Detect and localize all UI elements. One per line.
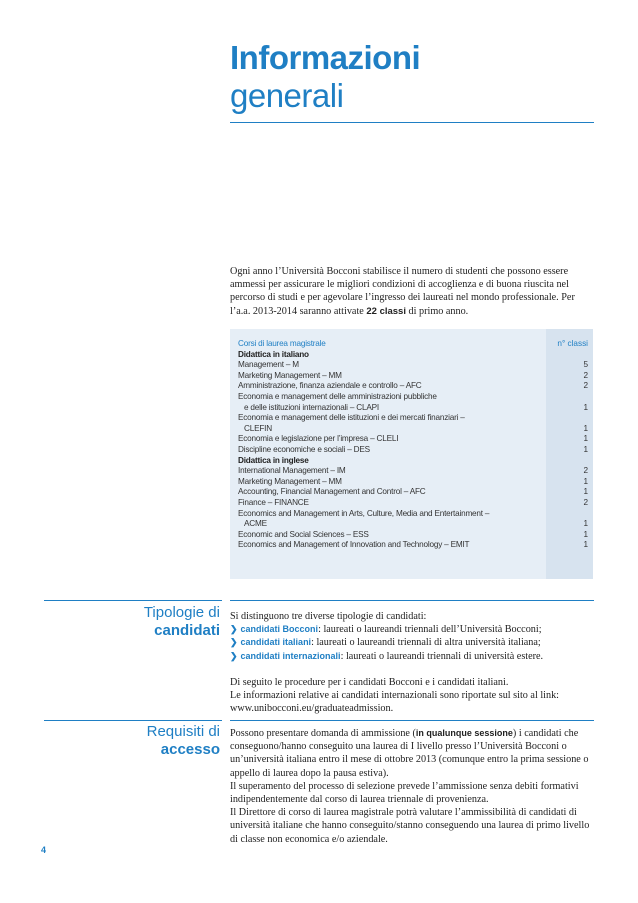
course-name: Marketing Management – MM	[238, 476, 342, 486]
course-name: CLEFIN	[244, 423, 272, 433]
tipologie-divider-right	[230, 600, 594, 601]
tipologie-follow-1: Di seguito le procedure per i candidati Bocconi e i candidati italiani.	[230, 676, 509, 688]
courses-table-header	[238, 339, 588, 350]
page-title: Informazioni	[230, 39, 421, 76]
tipologie-divider	[44, 600, 222, 601]
courses-table	[238, 339, 588, 551]
class-count: 1	[583, 529, 588, 539]
table-row	[238, 434, 588, 445]
tipologie-follow-2: Le informazioni relative ai candidati internazionali sono riportate sul sito al link:	[230, 690, 560, 702]
courses-header-count: n° classi	[557, 339, 588, 348]
class-count: 2	[583, 370, 588, 380]
class-count: 1	[583, 476, 588, 486]
course-name: International Management – IM	[238, 466, 346, 476]
course-name: Economics and Management in Arts, Culture, Media and Entertainment –	[238, 508, 490, 518]
class-count: 1	[583, 434, 588, 444]
requisiti-highlight: in qualunque sessione	[415, 728, 513, 738]
table-row	[238, 413, 588, 424]
requisiti-paragraph-2: Il superamento del processo di selezione prevede l’ammissione senza debiti formativi indipendentemente dal corso di laurea triennale di provenienza.	[230, 780, 579, 806]
table-row	[238, 424, 588, 435]
course-name: Accounting, Financial Management and Control – AFC	[238, 487, 426, 497]
table-section-heading	[238, 350, 588, 361]
course-name: Economia e management delle istituzioni e dei mercati finanziari –	[238, 413, 465, 423]
class-count: 2	[583, 381, 588, 391]
class-count: 5	[583, 360, 588, 370]
tipologie-body	[230, 610, 594, 715]
class-count: 1	[583, 540, 588, 550]
class-count: 1	[583, 444, 588, 454]
table-row	[238, 498, 588, 509]
requisiti-heading-line2: accesso	[160, 741, 220, 758]
table-row	[238, 509, 588, 520]
course-name: Didattica in inglese	[238, 455, 309, 465]
courses-header-label: Corsi di laurea magistrale	[238, 339, 326, 348]
bullet-candidati-italiani: ❯ candidati italiani: laureati o laureandi triennali di altra università italiana;	[230, 637, 541, 649]
table-row	[238, 392, 588, 403]
class-count: 1	[583, 402, 588, 412]
graduate-admission-link[interactable]: www.unibocconi.eu/graduateadmission.	[230, 703, 394, 715]
class-count: 1	[583, 519, 588, 529]
table-row	[238, 466, 588, 477]
table-section-heading	[238, 456, 588, 467]
requisiti-body	[230, 727, 594, 846]
course-name: Marketing Management – MM	[238, 370, 342, 380]
table-row	[238, 477, 588, 488]
requisiti-heading-line1: Requisiti di	[146, 723, 220, 740]
class-count: 2	[583, 497, 588, 507]
class-count: 1	[583, 423, 588, 433]
course-name: Didattica in italiano	[238, 349, 309, 359]
course-name: Amministrazione, finanza aziendale e controllo – AFC	[238, 381, 422, 391]
chevron-right-icon: ❯	[230, 650, 238, 661]
table-row	[238, 371, 588, 382]
course-name: Management – M	[238, 360, 299, 370]
title-divider	[230, 122, 594, 123]
course-name: e delle istituzioni internazionali – CLAPI	[244, 402, 379, 412]
course-name: Economics and Management of Innovation and Technology – EMIT	[238, 540, 470, 550]
course-name: Finance – FINANCE	[238, 497, 309, 507]
course-name: Economic and Social Sciences – ESS	[238, 529, 369, 539]
table-row	[238, 487, 588, 498]
class-count: 2	[583, 466, 588, 476]
table-row	[238, 360, 588, 371]
course-name: Economia e legislazione per l’impresa – CLELI	[238, 434, 399, 444]
table-row	[238, 530, 588, 541]
requisiti-paragraph-3: Il Direttore di corso di laurea magistrale potrà valutare l’ammissibilità di candidati di università italiane che hanno conseguito/stanno conseguendo una laurea di primo livello di classe non economica e/o aziendale.	[230, 807, 590, 845]
intro-paragraph	[230, 265, 592, 318]
tipologie-heading-line2: candidati	[154, 622, 220, 639]
course-name: ACME	[244, 519, 267, 529]
course-name: Discipline economiche e sociali – DES	[238, 444, 370, 454]
chevron-right-icon: ❯	[230, 624, 238, 635]
course-name: Economia e management delle amministrazioni pubbliche	[238, 391, 437, 401]
table-row	[238, 445, 588, 456]
page-subtitle: generali	[230, 77, 344, 114]
table-row	[238, 381, 588, 392]
intro-highlight: 22 classi	[366, 305, 406, 317]
requisiti-divider-right	[230, 720, 594, 721]
class-count: 1	[583, 487, 588, 497]
bullet-candidati-bocconi: ❯ candidati Bocconi: laureati o laureandi triennali dell’Università Bocconi;	[230, 624, 542, 636]
page-number: 4	[41, 845, 47, 855]
table-row	[238, 540, 588, 551]
requisiti-divider	[44, 720, 222, 721]
tipologie-intro: Si distinguono tre diverse tipologie di candidati:	[230, 611, 427, 622]
intro-text: Ogni anno l’Università Bocconi stabilisce il numero di studenti che possono essere ammessi per assicurare le migliori condizioni di accoglienza e di buona riuscita nel percorso di studi e per agevolare l’ingresso dei laureati nel mondo professionale. Per l’a.a. 2013-2014 saranno attivate	[230, 266, 575, 317]
table-row	[238, 519, 588, 530]
requisiti-paragraph-1: Possono presentare domanda di ammissione (in qualunque sessione) i candidati che conseguono/hanno conseguito una laurea di I livello presso l’Università Bocconi o un’università italiana entro il mese di ottobre 2013 (comunque entro la prima sessione o appello di laurea dopo la pausa estiva).	[230, 728, 589, 779]
tipologie-heading-line1: Tipologie di	[143, 604, 220, 621]
table-row	[238, 403, 588, 414]
intro-tail: di primo anno.	[408, 305, 469, 317]
bullet-candidati-internazionali: ❯ candidati internazionali: laureati o laureandi triennali di università estere.	[230, 650, 544, 662]
chevron-right-icon: ❯	[230, 637, 238, 648]
